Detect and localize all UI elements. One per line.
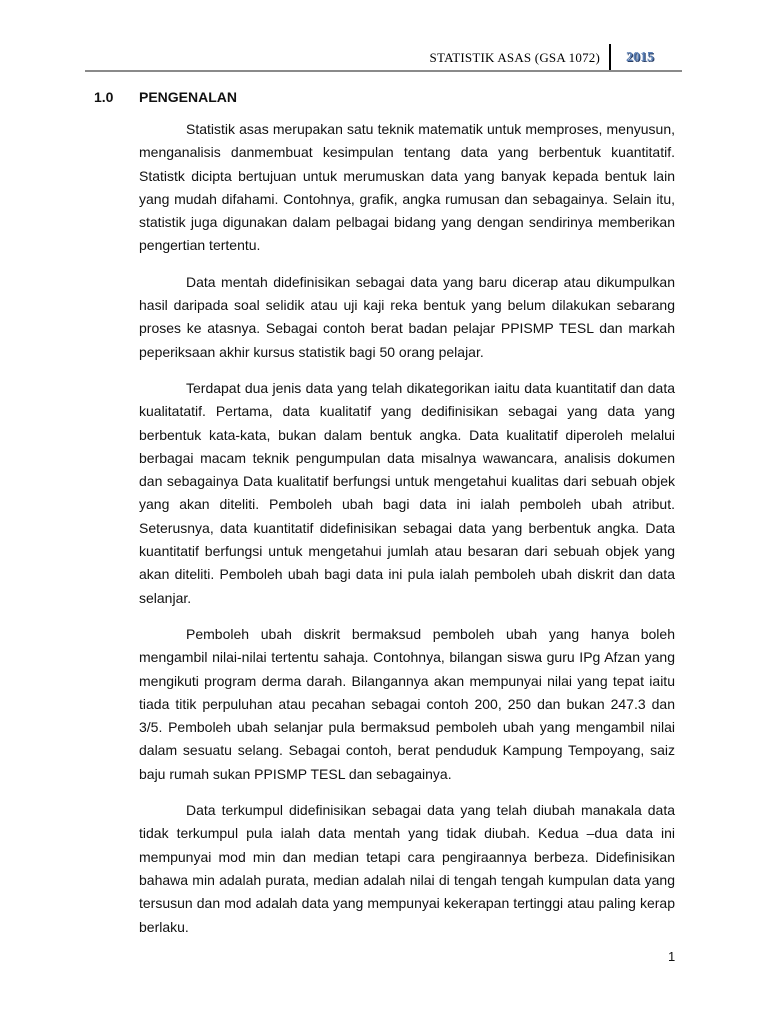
paragraph-variables: Pemboleh ubah diskrit bermaksud pemboleh ubah yang hanya boleh mengambil nilai-nilai tertentu sahaja. Contohnya, bilangan siswa guru IPg Afzan yang mengikuti program derma darah. Bilangannya akan mempunyai nilai yang tepat iaitu tiada titik perpuluhan atau pecahan sebagai contoh 200, 250 dan bukan 247.3 dan 3/5. Pemboleh ubah selanjar pula bermaksud pemboleh ubah yang mengambil nilai dalam sesuatu selang. Sebagai contoh, berat penduduk Kampung Tempoyang, saiz baju rumah sukan PPISMP TESL dan sebagainya.	[139, 625, 675, 782]
header-divider	[609, 44, 611, 70]
paragraph-data-types: Terdapat dua jenis data yang telah dikategorikan iaitu data kuantitatif dan data kualitatatif. Pertama, data kualitatif yang dedifinisikan sebagai yang data yang berbentuk kata-kata, bukan dalam bentuk angka. Data kualitatif diperoleh melalui berbagai macam teknik pengumpulan data misalnya wawancara, analisis dokumen dan sebagainya Data kualitatif berfungsi untuk mengetahui kualitas dari sebuah objek yang akan diteliti. Pemboleh ubah bagi data ini ialah pemboleh ubah atribut. Seterusnya, data kuantitatif didefinisikan sebagai data yang berbentuk angka. Data kuantitatif berfungsi untuk mengetahui jumlah atau besaran dari sebuah objek yang akan diteliti. Pemboleh ubah bagi data ini pula ialah pemboleh ubah diskrit dan data selanjar.	[139, 379, 675, 606]
header-rule	[85, 70, 682, 72]
section-title: PENGENALAN	[139, 89, 238, 105]
page-header	[85, 44, 682, 72]
paragraph-raw-data: Data mentah didefinisikan sebagai data yang baru dicerap atau dikumpulkan hasil daripada soal selidik atau uji kaji reka bentuk yang belum dilakukan sebarang proses ke atasnya. Sebagai contoh berat badan pelajar PPISMP TESL dan markah peperiksaan akhir kursus statistik bagi 50 orang pelajar.	[139, 273, 675, 360]
document-body	[139, 118, 675, 952]
section-number: 1.0	[94, 89, 114, 105]
page-number: 1	[668, 949, 676, 964]
header-title: STATISTIK ASAS (GSA 1072)	[429, 50, 600, 65]
section-heading	[94, 89, 237, 105]
paragraph-grouped-data: Data terkumpul didefinisikan sebagai data yang telah diubah manakala data tidak terkumpul pula ialah data mentah yang tidak diubah. Kedua –dua data ini mempunyai mod min dan median tetapi cara pengiraannya berbeza. Didefinisikan bahawa min adalah purata, median adalah nilai di tengah tengah kumpulan data yang tersusun dan mod adalah data yang mempunyai kekerapan tertinggi atau paling kerap berlaku.	[139, 802, 675, 935]
header-year: 2015	[626, 50, 654, 65]
paragraph-intro: Statistik asas merupakan satu teknik matematik untuk memproses, menyusun, menganalisis danmembuat kesimpulan tentang data yang berbentuk kuantitatif. Statistk dicipta bertujuan untuk merumuskan data yang banyak kepada bentuk lain yang mudah difahami. Contohnya, grafik, angka rumusan dan sebagainya. Selain itu, statistik juga digunakan dalam pelbagai bidang yang dengan sendirinya memberikan pengertian tertentu.	[139, 121, 675, 254]
